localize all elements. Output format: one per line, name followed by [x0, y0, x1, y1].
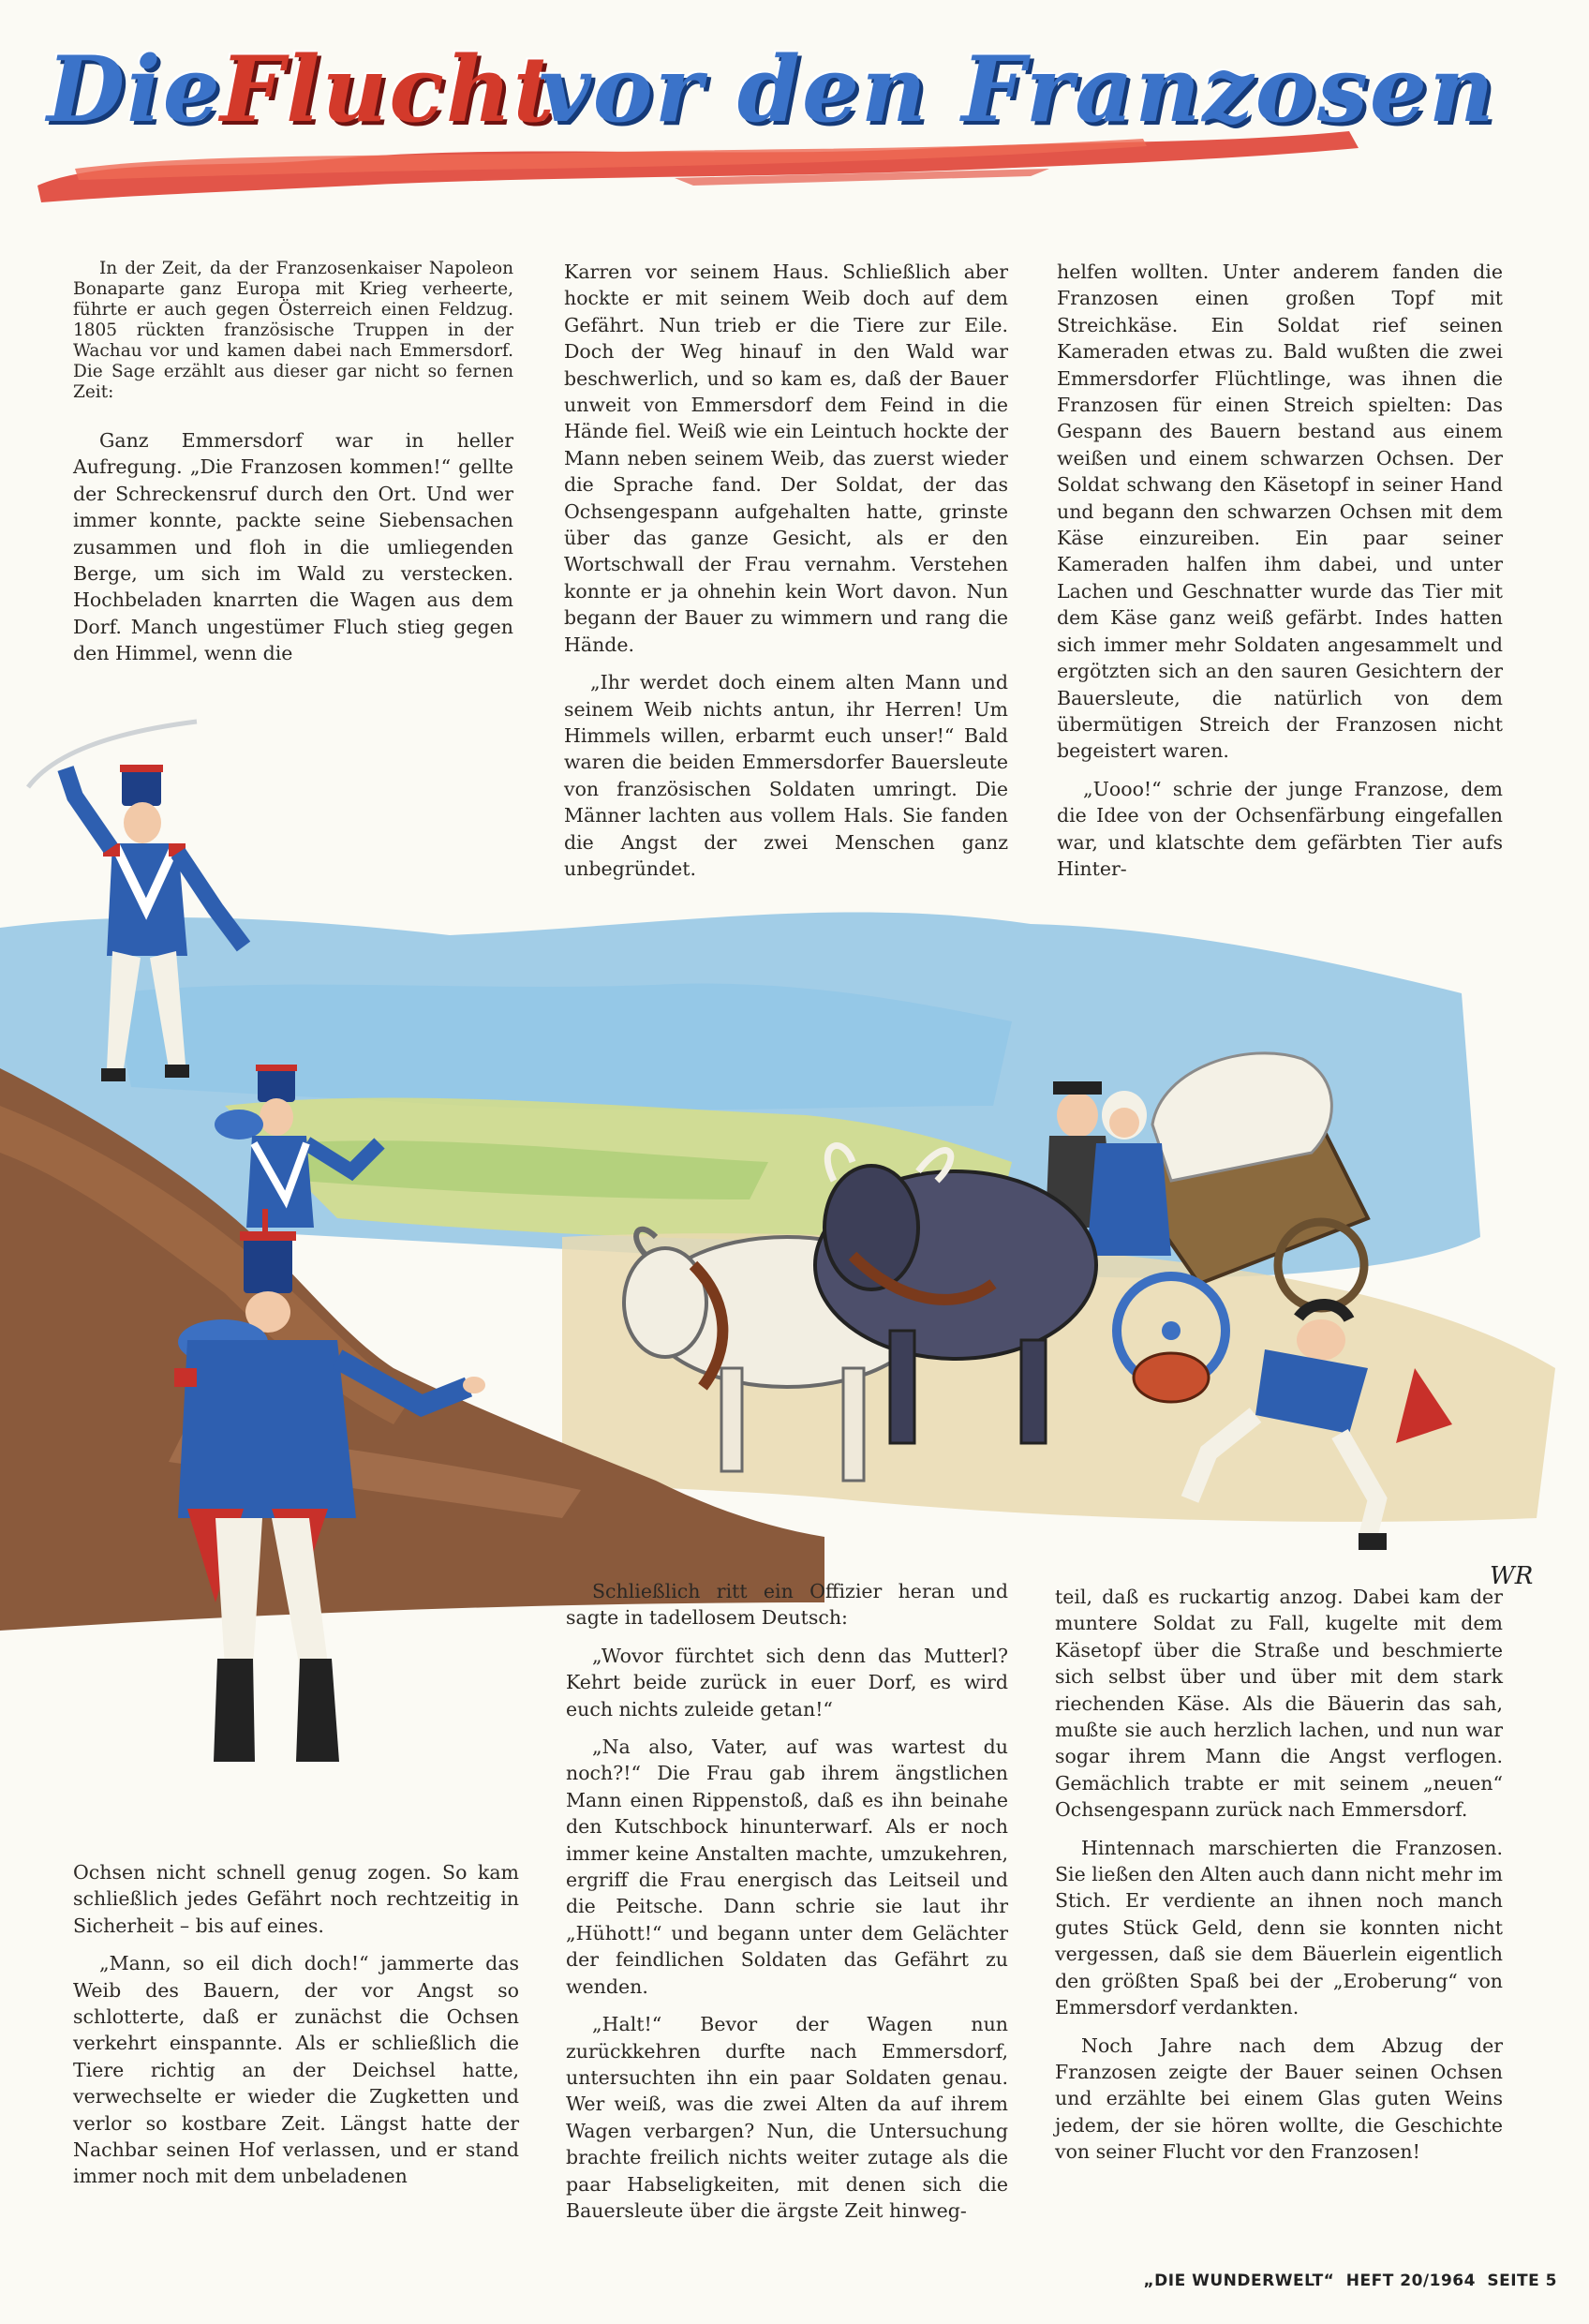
paragraph: Ochsen nicht schnell genug zogen. So kam schließlich jedes Gefährt noch rechtzeitig in Sicherheit – bis auf eines. [73, 1861, 519, 1937]
page-footer [1137, 2272, 1557, 2290]
paragraph: Noch Jahre nach dem Abzug der Franzosen zeigte der Bauer seinen Ochsen und erzählte bei einem Glas guten Weins jedem, der sie hören wollte, die Geschichte von seiner Flucht vor den Franzosen! [1055, 2034, 1503, 2164]
title-rest: vor den Franzosen [539, 37, 1496, 142]
paragraph: „Mann, so eil dich doch!“ jammerte das Weib des Bauern, der vor Angst so schlotterte, daß er zunächst die Ochsen verkehrt einspannte. Als er schließlich die Tiere richtig an der Deichsel hatte, verwechselte er wieder die Zugketten und verlor so kostbare Zeit. Längst hatte der Nachbar seinen Hof verlassen, und er stand immer noch mit dem unbeladenen [73, 1952, 519, 2188]
title-die: Die [47, 37, 222, 142]
paragraph: „Halt!“ Bevor der Wagen nun zurückkehren durfte nach Emmersdorf, untersuchten ihn ein paar Soldaten genau. Wer weiß, was die zwei Alten da auf ihrem Wagen verbargen? Nun, die Untersuchung brachte freilich nichts weiter zutage als die paar Habseligkeiten, mit denen sich die Bauersleute über die ärgste Zeit hinweg- [566, 2013, 1008, 2222]
paragraph: Ganz Emmersdorf war in heller Aufregung. „Die Franzosen kommen!“ gellte der Schreckensruf durch den Ort. Und wer immer konnte, packte seine Siebensachen zusammen und floh in die umliegenden Berge, um sich im Wald zu verstecken. Hochbeladen knarrten die Wagen aus dem Dorf. Manch ungestümer Fluch stieg gegen den Himmel, wenn die [73, 429, 513, 665]
magazine-name: „DIE WUNDERWELT“ [1143, 2272, 1335, 2290]
artist-signature: WR [1490, 1562, 1534, 1590]
paragraph: „Wovor fürchtet sich denn das Mutterl? Kehrt beide zurück in euer Dorf, es wird euch nichts zuleide getan!“ [566, 1644, 1008, 1721]
title-area [19, 28, 1496, 216]
paragraph: „Na also, Vater, auf was wartest du noch?!“ Die Frau gab ihrem ängstlichen Mann einen Rippenstoß, daß es ihn beinahe den Kutschbock hinunterwarf. Als er noch immer keine Anstalten machte, umzukehren, ergriff die Frau energisch das Leitseil und die Peitsche. Dann schrie sie laut ihr „Hühott!“ und begann unter dem Gelächter der feindlichen Soldaten das Gefährt zu wenden. [566, 1736, 1008, 1998]
paragraph: helfen wollten. Unter anderem fanden die Franzosen einen großen Topf mit Streichkäse. Ein Soldat rief seinen Kameraden etwas zu. Bald wußten die zwei Emmersdorfer Flüchtlinge, was ihnen die Franzosen für einen Streich spielten: Das Gespann des Bauern bestand aus einem weißen und einem schwarzen Ochsen. Der Soldat schwang den Käsetopf in seiner Hand und begann den schwarzen Ochsen mit dem Käse einzureiben. Ein paar seiner Kameraden halfen ihm dabei, und unter Lachen und Geschnatter wurde das Tier mit dem Käse ganz weiß gefärbt. Indes hatten sich immer mehr Soldaten angesammelt und ergötzten sich an den sauren Gesichtern der Bauersleute, die natürlich von dem übermütigen Streich der Franzosen nicht begeistert waren. [1057, 261, 1503, 763]
issue-number: HEFT 20/1964 [1345, 2272, 1476, 2290]
paragraph: Karren vor seinem Haus. Schließlich aber hockte er mit seinem Weib doch auf dem Gefährt. Nun trieb er die Tiere zur Eile. Doch der Weg hinauf in den Wald war beschwerlich, und so kam es, daß der Bauer unweit von Emmersdorf dem Feind in die Hände fiel. Weiß wie ein Leintuch hockte der Mann neben seinem Weib, das zuerst wieder die Sprache fand. Der Soldat, der das Ochsengespann aufgehalten hatte, grinste über das ganze Gesicht, als er den Wortschwall der Frau vernahm. Verstehen konnte er ja ohnehin kein Wort davon. Nun begann der Bauer zu wimmern und rang die Hände. [564, 261, 1008, 656]
paragraph: „Uooo!“ schrie der junge Franzose, dem die Idee von der Ochsenfärbung eingefallen war, und klatschte dem gefärbten Tier aufs Hinter- [1057, 777, 1503, 880]
column-top-1 [73, 259, 513, 678]
title-flucht: Flucht [220, 37, 557, 142]
page-number: SEITE 5 [1487, 2272, 1557, 2290]
paragraph: teil, daß es ruckartig anzog. Dabei kam der muntere Soldat zu Fall, kugelte mit dem Käsetopf über die Straße und beschmierte sich selbst über und über mit dem stark riechenden Käse. Als die Bäuerin das sah, mußte sie auch herzlich lachen, und nun war sogar ihrem Mann die Angst verflogen. Gemächlich trabte er mit seinem „neuen“ Ochsengespann zurück nach Emmersdorf. [1055, 1586, 1503, 1822]
column-bottom-3 [1055, 1584, 1503, 2177]
paragraph: Hintennach marschierten die Franzosen. Sie ließen den Alten auch dann nicht mehr im Stich. Er verdiente an ihnen noch manch gutes Stück Geld, denn sie konnten nicht vergessen, daß sie dem Bäuerlein eigentlich den größten Spaß bei der „Eroberung“ von Emmersdorf verdankten. [1055, 1836, 1503, 2019]
intro-paragraph: In der Zeit, da der Franzosenkaiser Napoleon Bonaparte ganz Europa mit Krieg verheerte, führte er auch gegen Österreich einen Feldzug. 1805 rückten französische Truppen in der Wachau vor und kamen dabei nach Emmersdorf. Die Sage erzählt aus dieser gar nicht so fernen Zeit: [73, 259, 513, 402]
column-bottom-2 [566, 1578, 1008, 2235]
paragraph: „Ihr werdet doch einem alten Mann und seinem Weib nichts antun, ihr Herren! Um Himmels willen, erbarmt euch unser!“ Bald waren die beiden Emmersdorfer Bauersleute von französischen Soldaten umringt. Die Männer lachten aus vollem Hals. Sie fanden die Angst der zwei Menschen ganz unbegründet. [564, 671, 1008, 880]
column-bottom-1 [73, 1859, 519, 2201]
paragraph: Schließlich ritt ein Offizier heran und sagte in tadellosem Deutsch: [566, 1580, 1008, 1630]
